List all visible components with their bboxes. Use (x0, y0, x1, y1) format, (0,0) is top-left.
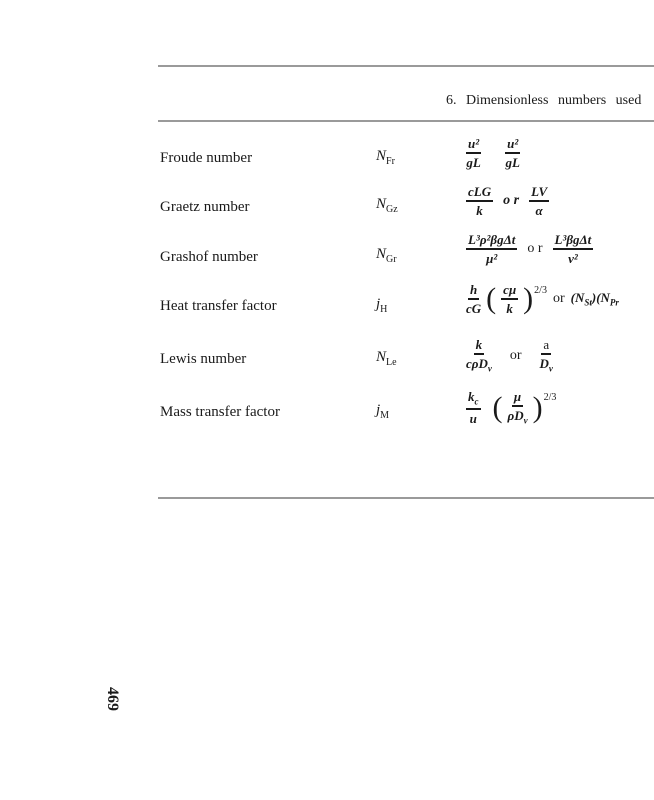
page-number: 469 (104, 687, 121, 711)
formula-lewis: $\frac{k}{c\rho D_v}$ or $\frac{a}{D_v}$ (466, 337, 553, 374)
fraction: $\frac{a}{D_v}$ (539, 337, 553, 374)
fraction: $\frac{LV}{\alpha}$ (531, 184, 548, 218)
row-name-lewis: Lewis number (160, 351, 247, 367)
row-symbol-lewis: $N_{Le}$ (376, 349, 397, 368)
table-bottom-rule (158, 497, 654, 499)
row-name-graetz: Graetz number (160, 199, 250, 215)
formula-heat-transfer: $\frac{h}{cG}$ ( $\frac{c\mu}{k}$ ) 2/3 or $(N_{St})(N_{Pr}$ (466, 282, 619, 316)
row-symbol-heat-transfer: $j_H$ (376, 296, 388, 315)
fraction: $\frac{\text{L³βgΔt}}{\text{ν²}}$ (554, 232, 592, 266)
row-symbol-graetz: $N_{Gz}$ (376, 196, 398, 215)
fraction: $\frac{\text{cLG}}{k}$ (468, 184, 492, 218)
formula-mass-transfer: $\frac{k_c}{u}$ ( $\frac{\mu}{\rho D_v}$ ) 2/3 (468, 389, 557, 427)
table-caption: 6. Dimensionless numbers used (446, 93, 642, 108)
formula-graetz: $\frac{\text{cLG}}{k}$ o r $\frac{LV}{\alpha}$ (468, 184, 548, 218)
table-header-rule (158, 120, 654, 122)
fraction: $\frac{\text{u²}}{gL}$ (505, 136, 520, 170)
row-symbol-grashof: $N_{Gr}$ (376, 246, 397, 265)
row-name-grashof: Grashof number (160, 249, 258, 265)
fraction: $\frac{h}{cG}$ (466, 282, 482, 316)
fraction: $\frac{k}{c\rho D_v}$ (466, 337, 492, 374)
row-symbol-mass-transfer: $j_M$ (376, 402, 390, 421)
fraction: $\frac{\mu}{\rho D_v}$ (507, 389, 528, 426)
row-name-mass-transfer: Mass transfer factor (160, 404, 280, 420)
fraction: $\frac{k_c}{u}$ (468, 389, 479, 427)
fraction: $\frac{\text{u²}}{gL}$ (466, 136, 481, 170)
table-top-rule (158, 65, 654, 67)
formula-grashof: $\frac{\text{L³ρ²βgΔt}}{\text{μ²}}$ o r $\frac{\text{L³βgΔt}}{\text{ν²}}$ (468, 232, 592, 266)
fraction: $\frac{c\mu}{k}$ (503, 282, 517, 316)
formula-froude (462, 137, 524, 169)
row-name-heat-transfer: Heat transfer factor (160, 298, 277, 314)
fraction: $\frac{\text{L³ρ²βgΔt}}{\text{μ²}}$ (468, 232, 516, 266)
row-name-froude: Froude number (160, 150, 253, 166)
row-symbol-froude: $N_{Fr}$ (376, 148, 395, 167)
